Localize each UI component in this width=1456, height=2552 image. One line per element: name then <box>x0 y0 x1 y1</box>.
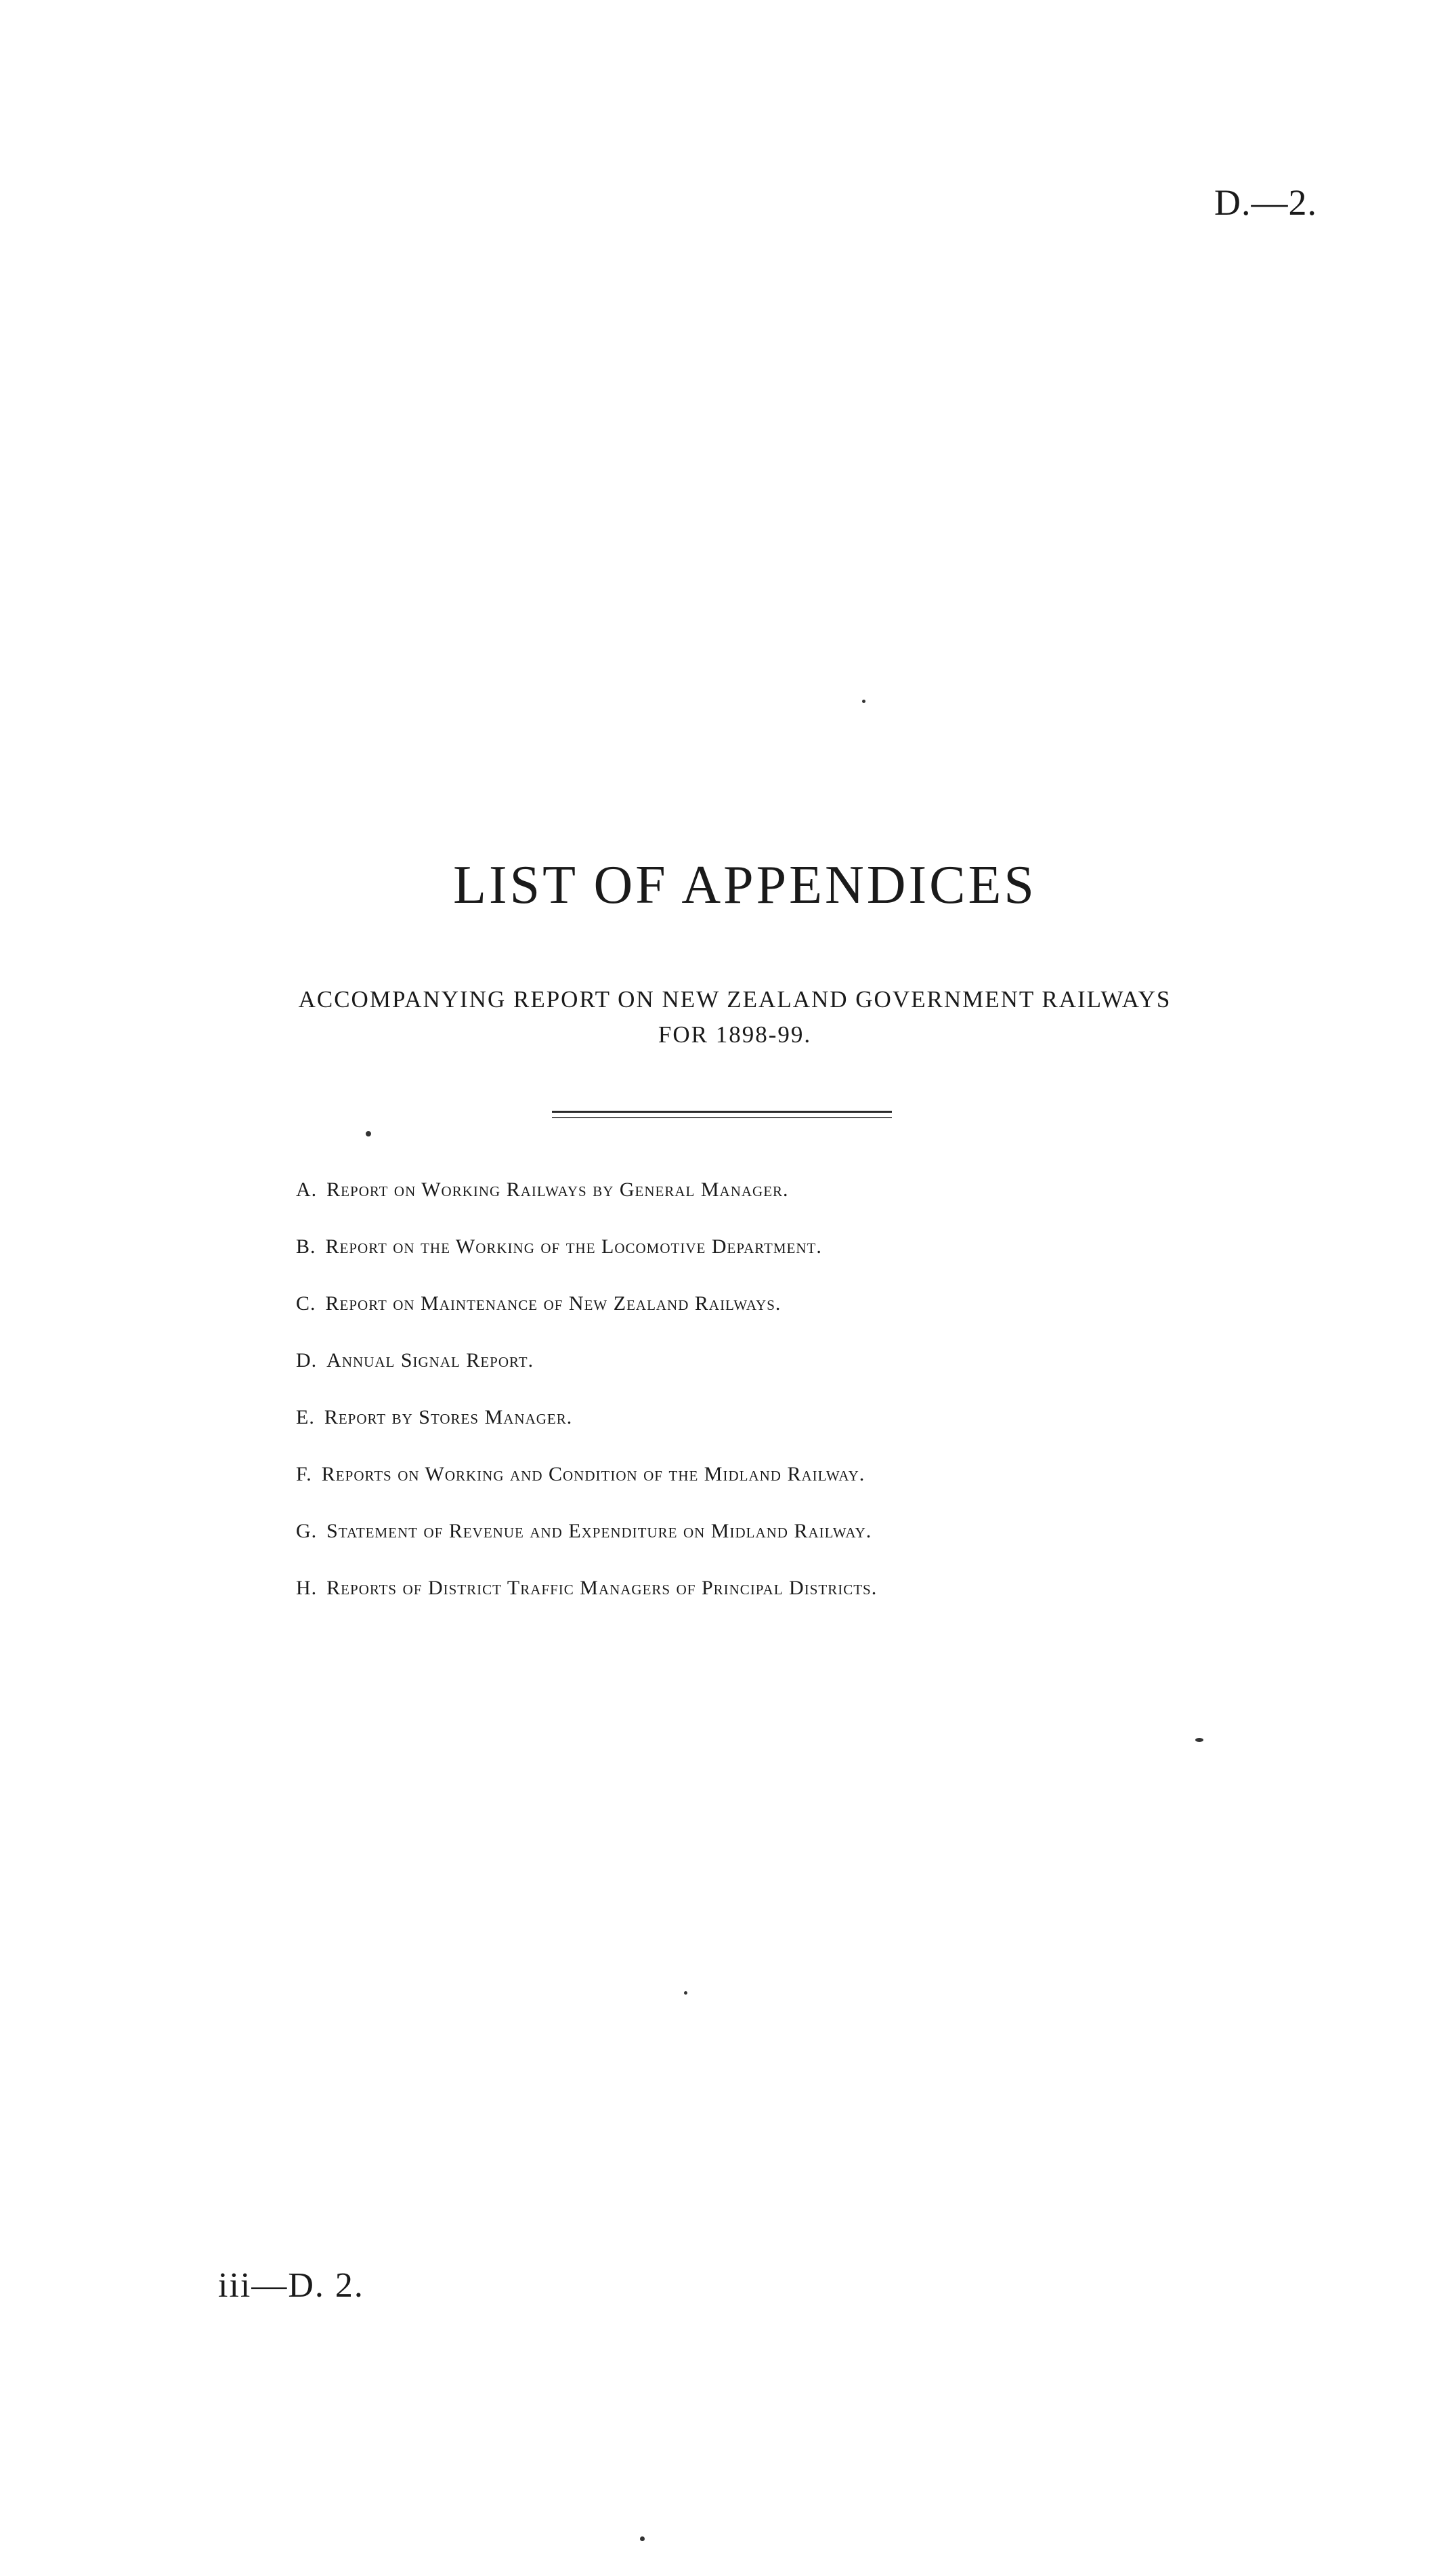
appendix-title: Annual Signal Report. <box>326 1349 534 1371</box>
divider-line-upper <box>552 1111 892 1113</box>
subtitle-line: ACCOMPANYING REPORT ON NEW ZEALAND GOVERNMENT RAILWAYS <box>298 986 1172 1013</box>
page-reference: D.—2. <box>1214 182 1317 223</box>
scan-speck <box>640 2536 645 2541</box>
appendix-item <box>296 1520 877 1577</box>
appendix-letter: G. <box>296 1520 318 1542</box>
appendix-title: Reports on Working and Condition of the Midland Railway. <box>321 1463 865 1485</box>
appendix-letter: E. <box>296 1406 315 1428</box>
scan-speck <box>1195 1738 1203 1742</box>
appendix-list <box>296 1178 877 1634</box>
appendix-letter: A. <box>296 1178 318 1201</box>
divider-line-lower <box>552 1117 892 1118</box>
appendix-item <box>296 1406 877 1463</box>
appendix-title: Statement of Revenue and Expenditure on Midland Railway. <box>326 1520 872 1542</box>
scan-speck <box>366 1131 371 1136</box>
appendix-letter: B. <box>296 1235 316 1258</box>
appendix-item <box>296 1463 877 1520</box>
appendix-letter: C. <box>296 1292 316 1315</box>
appendix-title: Report on Working Railways by General Manager. <box>326 1178 789 1201</box>
appendix-item <box>296 1349 877 1406</box>
appendix-title: Reports of District Traffic Managers of Principal Districts. <box>326 1577 878 1599</box>
footer-page-reference: iii—D. 2. <box>218 2266 364 2305</box>
subtitle <box>0 982 1456 1052</box>
appendix-title: Report by Stores Manager. <box>324 1406 573 1428</box>
scan-speck <box>684 1991 687 1995</box>
scan-speck <box>862 700 865 703</box>
divider-rule <box>552 1111 892 1122</box>
page-title: LIST OF APPENDICES <box>453 855 1037 915</box>
appendix-letter: H. <box>296 1577 318 1599</box>
appendix-letter: F. <box>296 1463 312 1485</box>
appendix-item <box>296 1235 877 1292</box>
appendix-title: Report on the Working of the Locomotive Department. <box>325 1235 822 1258</box>
appendix-item <box>296 1292 877 1349</box>
appendix-item <box>296 1577 877 1634</box>
appendix-letter: D. <box>296 1349 318 1371</box>
appendix-item <box>296 1178 877 1235</box>
subtitle-year: FOR 1898-99. <box>658 1021 812 1048</box>
appendix-title: Report on Maintenance of New Zealand Railways. <box>325 1292 781 1315</box>
